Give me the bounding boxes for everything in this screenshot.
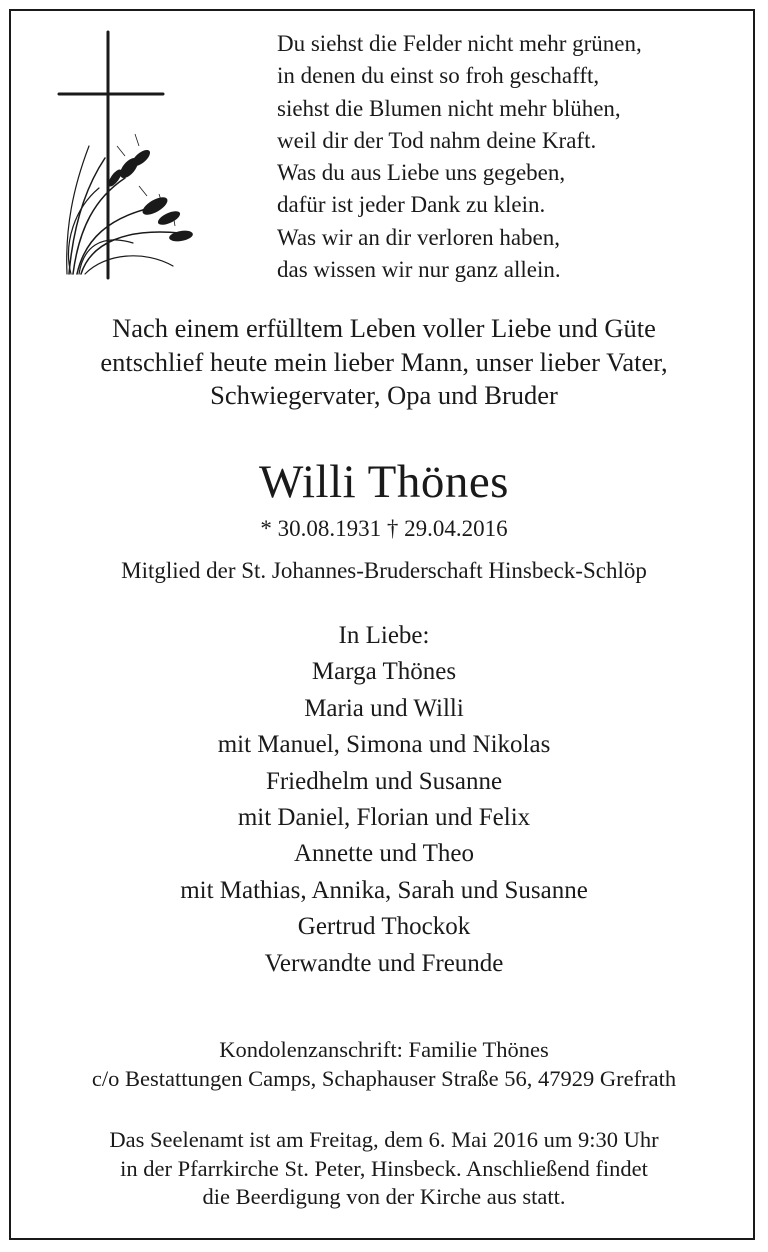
mourners-list <box>0 618 768 982</box>
service-line: in der Pfarrkirche St. Peter, Hinsbeck. Anschließend findet <box>120 1155 648 1181</box>
announcement-text <box>0 312 768 413</box>
poem-line: das wissen wir nur ganz allein. <box>277 257 561 283</box>
service-line: die Beerdigung von der Kirche aus statt. <box>202 1184 566 1209</box>
mourner-line: Maria und Willi <box>304 694 464 722</box>
membership-line: Mitglied der St. Johannes-Bruderschaft Hinsbeck-Schlöp <box>121 558 647 583</box>
mourner-line: mit Manuel, Simona und Nikolas <box>217 731 551 759</box>
poem-line: in denen du einst so froh geschafft, <box>277 63 600 89</box>
service-line: Das Seelenamt ist am Freitag, dem 6. Mai 2016 um 9:30 Uhr <box>109 1127 659 1152</box>
mourner-line: mit Daniel, Florian und Felix <box>237 804 531 832</box>
mourner-line: mit Mathias, Annika, Sarah und Susanne <box>180 876 588 904</box>
condolence-line: Kondolenzanschrift: Familie Thönes <box>219 1037 549 1062</box>
poem-line: dafür ist jeder Dank zu klein. <box>277 192 546 218</box>
memorial-poem <box>277 28 737 286</box>
cross-with-wheat-icon <box>55 28 195 280</box>
announcement-line: entschlief heute mein lieber Mann, unser lieber Vater, <box>100 346 668 377</box>
mourner-line: Gertrud Thockok <box>297 913 471 941</box>
mourners-heading: In Liebe: <box>338 622 430 649</box>
poem-line: weil dir der Tod nahm deine Kraft. <box>277 127 597 153</box>
announcement-line: Schwiegervater, Opa und Bruder <box>210 380 558 410</box>
life-dates: * 30.08.1931 † 29.04.2016 <box>260 516 508 541</box>
poem-line: siehst die Blumen nicht mehr blühen, <box>277 95 621 121</box>
mourner-line: Friedhelm und Susanne <box>265 767 503 795</box>
mourner-line: Annette und Theo <box>293 840 475 868</box>
mourner-line: Marga Thönes <box>311 658 457 686</box>
service-info <box>0 1126 768 1212</box>
mourner-line: Verwandte und Freunde <box>264 949 504 977</box>
condolence-line: c/o Bestattungen Camps, Schaphauser Straße 56, 47929 Grefrath <box>91 1065 677 1091</box>
poem-line: Was wir an dir verloren haben, <box>277 224 560 250</box>
poem-line: Du siehst die Felder nicht mehr grünen, <box>277 31 642 56</box>
poem-line: Was du aus Liebe uns gegeben, <box>277 160 566 186</box>
deceased-name: Willi Thönes <box>259 456 509 508</box>
condolence-address <box>0 1036 768 1093</box>
announcement-line: Nach einem erfülltem Leben voller Liebe und Güte <box>112 313 656 343</box>
